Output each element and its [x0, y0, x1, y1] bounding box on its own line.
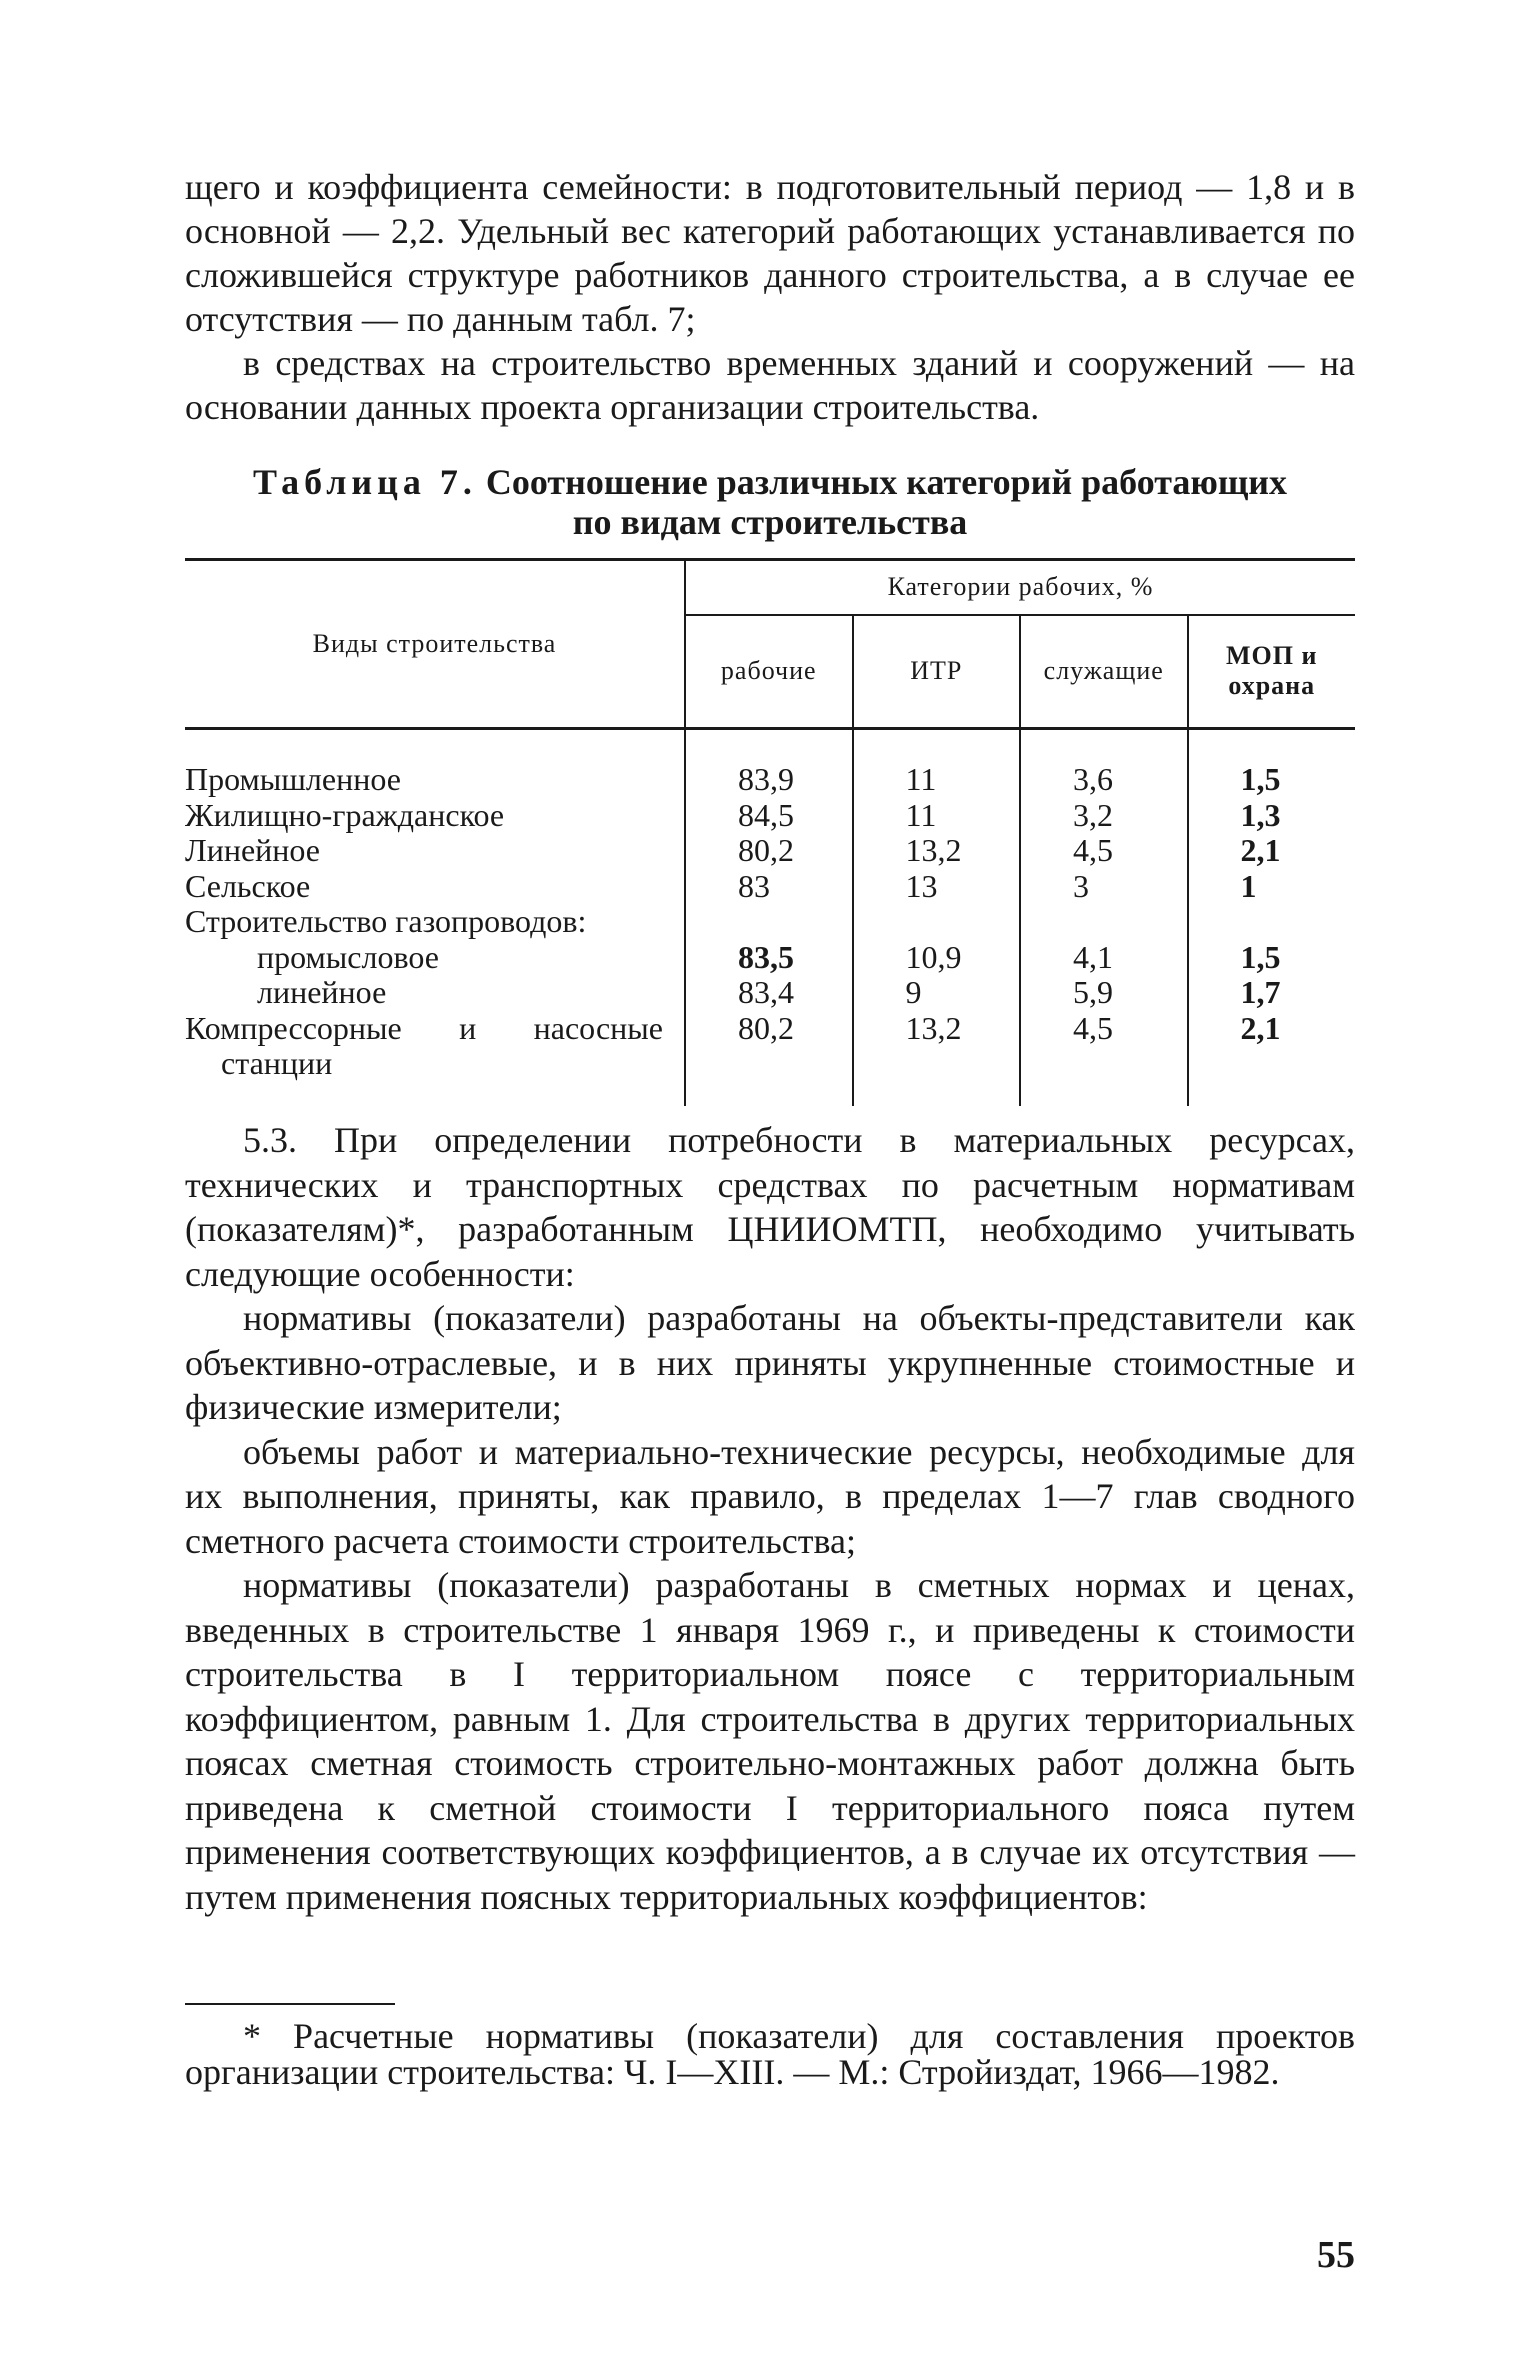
- cell: 3: [1073, 867, 1089, 904]
- cell: 9: [905, 974, 922, 1010]
- cell: 83: [738, 867, 770, 904]
- cell: 1,5: [1240, 938, 1281, 975]
- header-worker-categories: Категории рабочих, %: [685, 560, 1355, 615]
- header-col-mop: МОП и охрана: [1188, 615, 1356, 729]
- cell: [906, 904, 1020, 940]
- cell: 3,6: [1073, 761, 1113, 797]
- table-caption: [185, 462, 1355, 542]
- cell: [738, 1046, 852, 1082]
- cell: 11: [905, 796, 937, 833]
- cell: [1073, 904, 1187, 940]
- cell: 83,5: [738, 938, 794, 975]
- table-label: Таблица 7.: [253, 462, 477, 502]
- row-name: Жилищно-гражданское: [185, 796, 505, 833]
- cell: 83,4: [738, 974, 794, 1010]
- cell: 1: [1240, 867, 1257, 904]
- worker-categories-table: [185, 558, 1355, 1106]
- header-col-employees: служащие: [1020, 615, 1188, 729]
- footnote-text: * Расчетные нормативы (показатели) для составления проектов организации строительства: Ч. I—XIII. — М.: Стройиздат, 1966—1982.: [185, 2016, 1355, 2092]
- workers-column: [685, 729, 853, 1106]
- main-paragraph-4: нормативы (показатели) разработаны в сметных нормах и ценах, введенных в строительстве 1 января 1969 г., и приведены к стоимости строительства в I территориальном поясе с территориальным коэффициентом, равным 1. Для строительства в других территориальных поясах сметная стоимость строительно-монтажных работ должна быть приведена к сметной стоимости I территориального пояса путем применения соответствующих коэффициентов, а в случае их отсутствия — путем применения поясных территориальных коэффициентов:: [185, 1565, 1355, 1917]
- cell: [738, 904, 852, 940]
- main-paragraph-3: объемы работ и материально-технические ресурсы, необходимые для их выполнения, приняты, как правило, в пределах 1—7 глав сводного сметного расчета стоимости строительства;: [185, 1431, 1355, 1561]
- page-number: 55: [1317, 2234, 1355, 2276]
- row-name: промысловое: [257, 938, 439, 975]
- employees-column: [1020, 729, 1188, 1106]
- row-name: Линейное: [185, 832, 320, 868]
- row-name: линейное: [257, 974, 387, 1010]
- main-text: [185, 1118, 1355, 1919]
- cell: [1241, 904, 1356, 940]
- cell: 10,9: [905, 938, 962, 975]
- row-name: Сельское: [185, 867, 311, 904]
- cell: 13,2: [905, 1009, 962, 1046]
- cell: 84,5: [738, 796, 794, 833]
- cell: [1241, 1046, 1356, 1082]
- cell: 80,2: [738, 832, 794, 868]
- header-col-workers: рабочие: [685, 615, 853, 729]
- cell: 2,1: [1240, 1009, 1281, 1046]
- mop-column: [1188, 729, 1356, 1106]
- construction-type-column: [185, 729, 685, 1106]
- cell: 11: [905, 761, 937, 797]
- footnote-divider: [185, 2003, 395, 2005]
- row-name: Промышленное: [185, 761, 401, 797]
- table-body-row: [185, 729, 1355, 1106]
- row-name: Строительство газопроводов:: [185, 903, 587, 939]
- intro-paragraph-2: в средствах на строительство временных зданий и сооружений — на основании данных проекта организации строительства.: [185, 343, 1355, 427]
- cell: 1,5: [1240, 761, 1281, 797]
- cell: 4,5: [1073, 1009, 1113, 1046]
- itr-column: [853, 729, 1021, 1106]
- cell: 13: [905, 867, 938, 904]
- header-construction-type: Виды строительства: [185, 560, 685, 729]
- main-paragraph-2: нормативы (показатели) разработаны на объекты-представители как объективно-отраслевые, и в них приняты укрупненные стоимостные и физические измерители;: [185, 1298, 1355, 1427]
- cell: 4,1: [1073, 938, 1113, 975]
- row-name: станции: [221, 1045, 333, 1081]
- cell: 80,2: [738, 1009, 794, 1046]
- table-title-line-2: по видам строительства: [572, 502, 968, 542]
- cell: 1,7: [1240, 974, 1281, 1010]
- footnote: [185, 2018, 1355, 2090]
- header-col-itr: ИТР: [853, 615, 1021, 729]
- cell: 3,2: [1073, 796, 1113, 833]
- cell: 4,5: [1073, 832, 1113, 868]
- cell: [906, 1046, 1020, 1082]
- intro-paragraph-1: щего и коэффициента семейности: в подготовительный период — 1,8 и в основной — 2,2. Удельный вес категорий работающих устанавливается по сложившейся структуре работников данного строительства, а в случае ее отсутствия — по данным табл. 7;: [185, 167, 1355, 339]
- intro-text: [185, 165, 1355, 429]
- cell: 13,2: [905, 832, 962, 868]
- section-5-3-paragraph: 5.3. При определении потребности в материальных ресурсах, технических и транспортных средствах по расчетным нормативам (показателям)*, разработанным ЦНИИОМТП, необходимо учитывать следующие особенности:: [185, 1120, 1355, 1294]
- cell: 2,1: [1240, 832, 1281, 868]
- table-title-line-1: Соотношение различных категорий работающих: [485, 462, 1287, 502]
- cell: 83,9: [738, 761, 794, 797]
- cell: [1073, 1046, 1187, 1082]
- cell: 5,9: [1073, 974, 1113, 1010]
- row-name: Компрессорные и насосные: [185, 1009, 663, 1046]
- cell: 1,3: [1240, 796, 1281, 833]
